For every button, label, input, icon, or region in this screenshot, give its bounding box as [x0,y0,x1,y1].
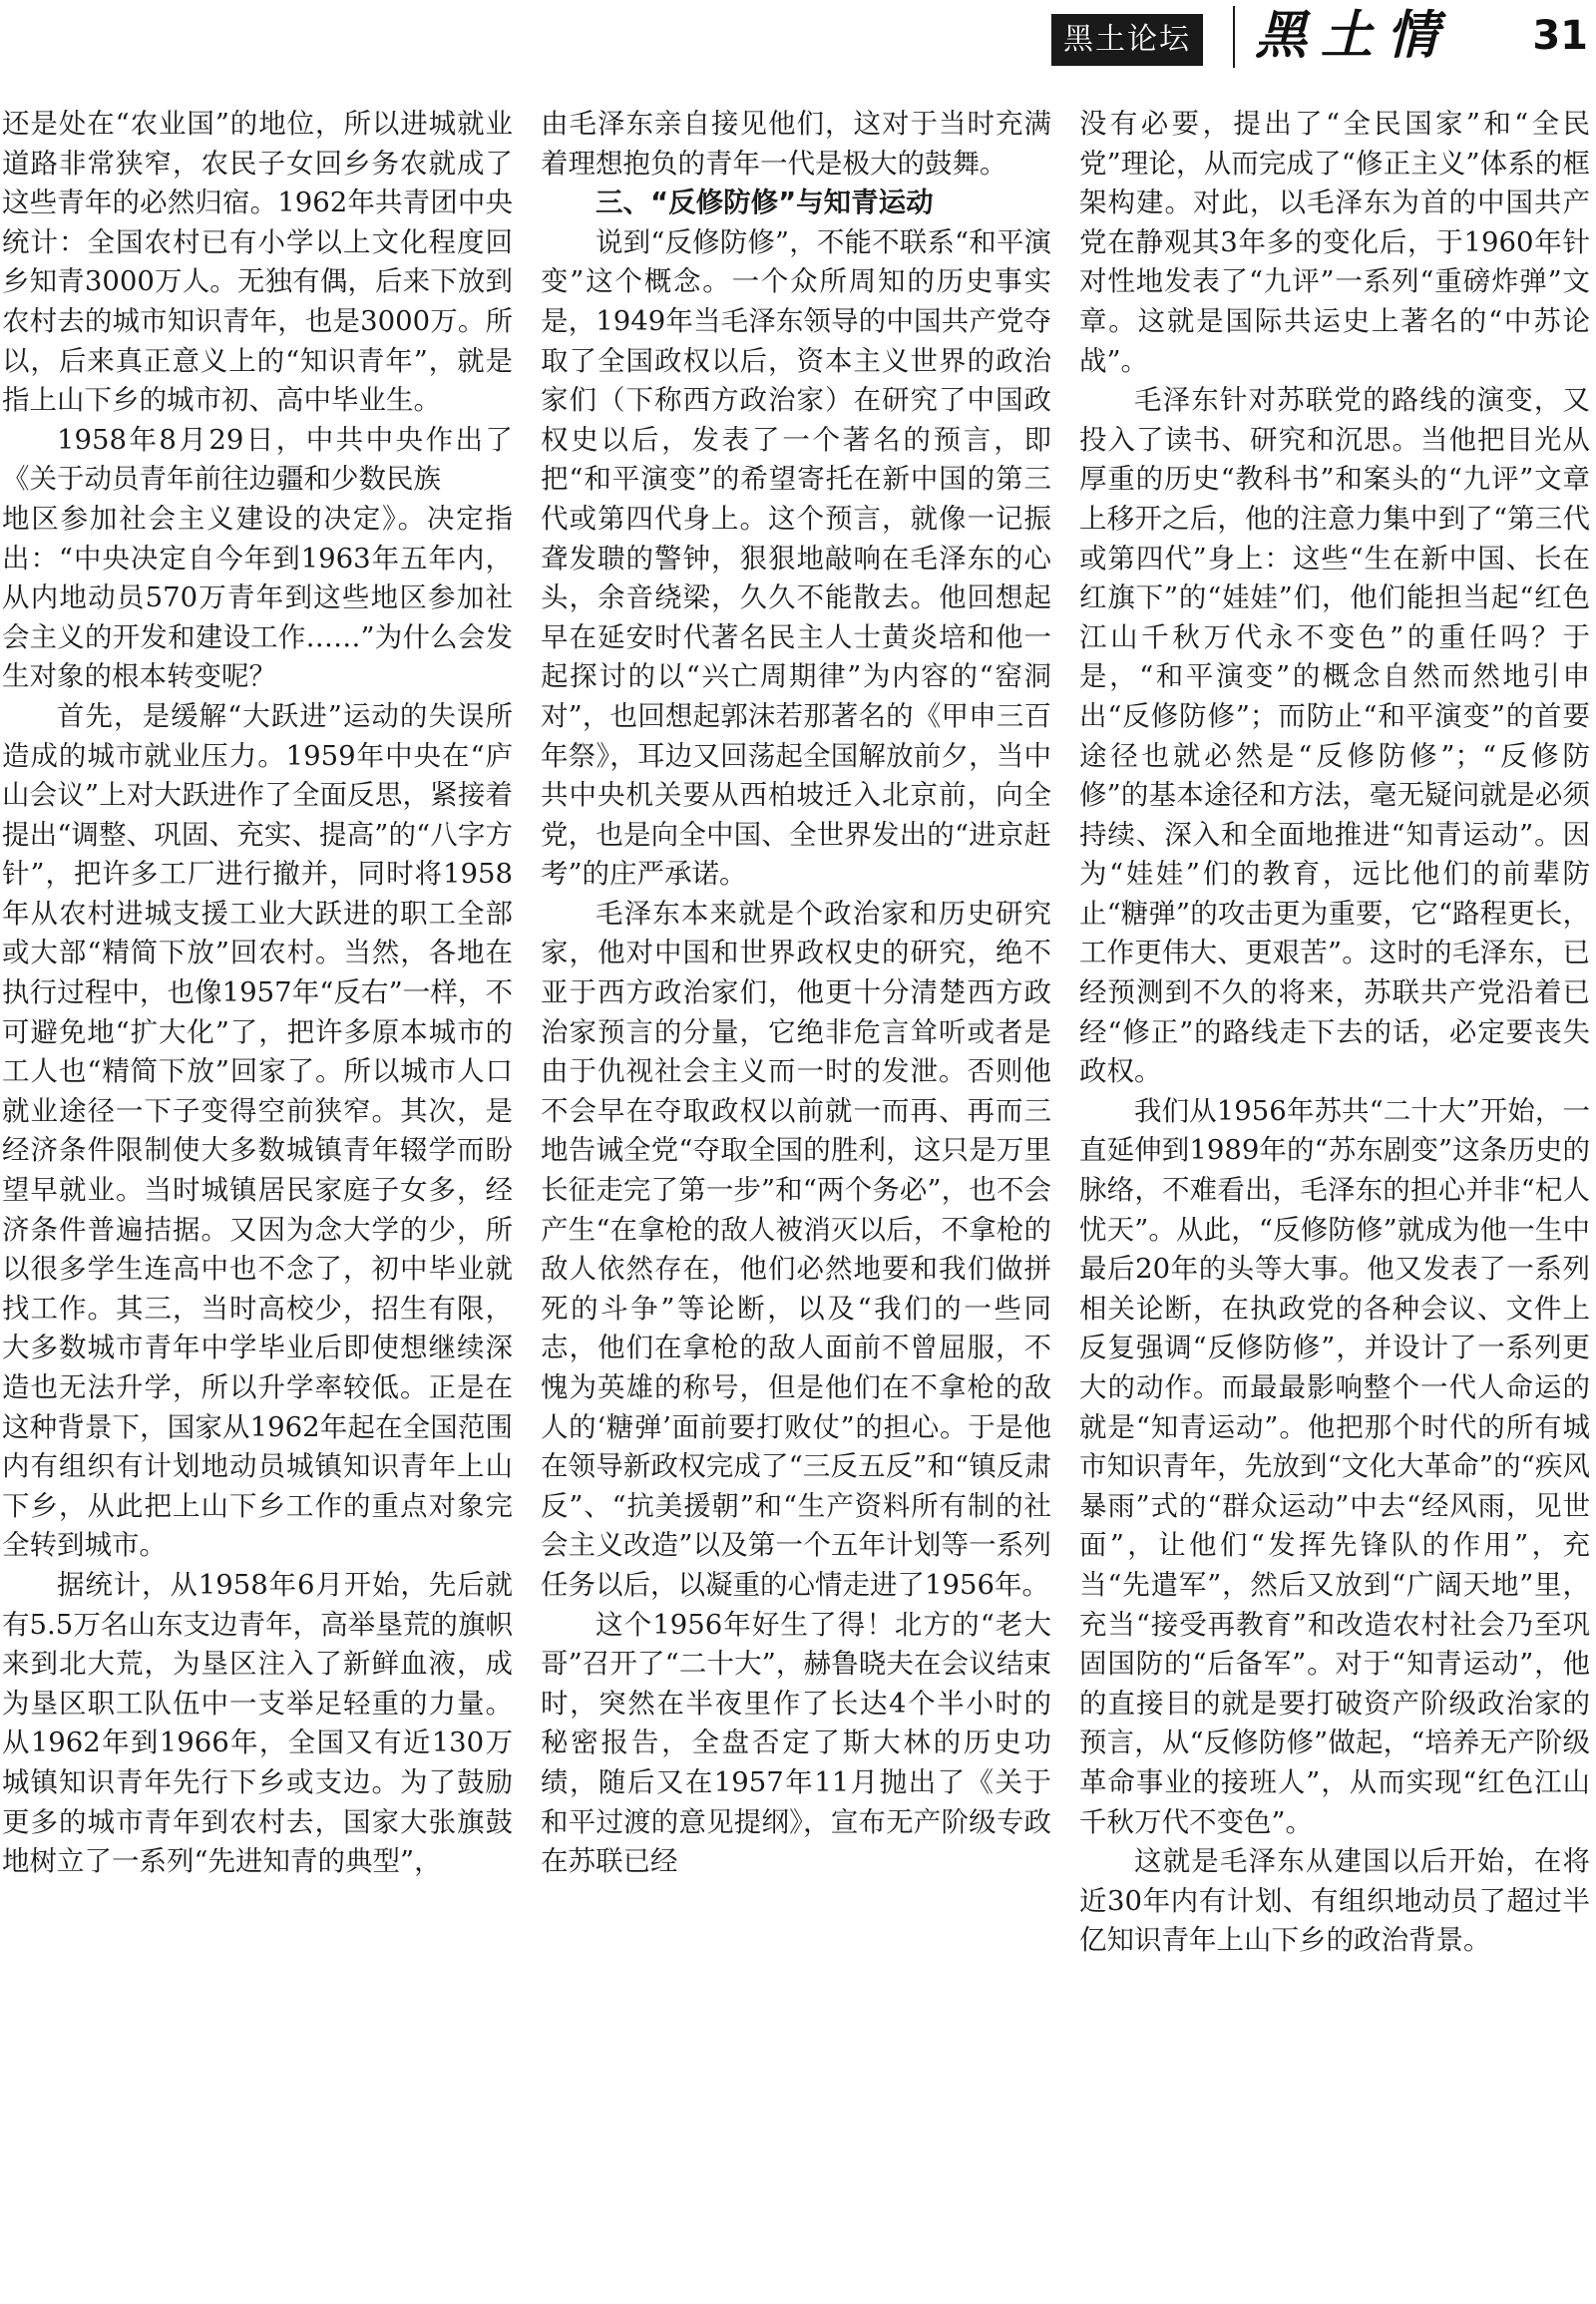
magazine-masthead: 黑土情 [1255,5,1453,66]
page-number: 31 [1532,13,1588,59]
article-column-2 [541,105,1051,2304]
page-header [0,0,1596,68]
section-badge: 黑土论坛 [1051,14,1203,66]
paragraph: 说到“反修防修”，不能不联系“和平演变”这个概念。一个众所周知的历史事实是，1949年当毛泽东领导的中国共产党夺取了全国政权以后，资本主义世界的政治家们（下称西方政治家）在研究了中国政权史以后，发表了一个著名的预言，即把“和平演变”的希望寄托在新中国的第三代或第四代身上。这个预言，就像一记振聋发聩的警钟，狠狠地敲响在毛泽东的心头，余音绕梁，久久不能散去。他回想起早在延安时代著名民主人士黄炎培和他一起探讨的以“兴亡周期律”为内容的“窑洞对”，也回想起郭沫若那著名的《甲申三百年祭》，耳边又回荡起全国解放前夕，当中共中央机关要从西柏坡迁入北京前，向全党，也是向全中国、全世界发出的“进京赶考”的庄严承诺。 [541,225,1051,891]
article-column-3 [1079,105,1590,2304]
article-column-1 [2,105,513,2304]
paragraph: 1958年8月29日，中共中央作出了《关于动员青年前往边疆和少数民族 [2,423,513,496]
paragraph: 我们从1956年苏共“二十大”开始，一直延伸到1989年的“苏东剧变”这条历史的脉络，不难看出，毛泽东的担心并非“杞人忧天”。从此，“反修防修”就成为他一生中最后20年的头等大事。他又发表了一系列相关论断，在执政党的各种会议、文件上反复强调“反修防修”，并设计了一系列更大的动作。而最最影响整个一代人命运的就是“知青运动”。他把那个时代的所有城市知识青年，先放到“文化大革命”的“疾风暴雨”式的“群众运动”中去“经风雨，见世面”，让他们“发挥先锋队的作用”，充当“先遣军”，然后又放到“广阔天地”里，充当“接受再教育”和改造农村社会乃至巩固国防的“后备军”。对于“知青运动”，他的直接目的就是要打破资产阶级政治家的预言，从“反修防修”做起，“培养无产阶级革命事业的接班人”，从而实现“红色江山千秋万代不变色”。 [1079,1094,1590,1838]
paragraph: 地区参加社会主义建设的决定》。决定指出：“中央决定自今年到1963年五年内，从内地动员570万青年到这些地区参加社会主义的开发和建设工作……”为什么会发生对象的根本转变呢？ [2,502,513,693]
paragraph: 毛泽东针对苏联党的路线的演变，又投入了读书、研究和沉思。当他把目光从厚重的历史“教科书”和案头的“九评”文章上移开之后，他的注意力集中到了“第三代或第四代”身上：这些“生在新中国、长在红旗下”的“娃娃”们，他们能担当起“红色江山千秋万代永不变色”的重任吗？于是，“和平演变”的概念自然而然地引申出“反修防修”；而防止“和平演变”的首要途径也就必然是“反修防修”；“反修防修”的基本途径和方法，毫无疑问就是必须持续、深入和全面地推进“知青运动”。因为“娃娃”们的教育，远比他们的前辈防止“糖弹”的攻击更为重要，它“路程更长，工作更伟大、更艰苦”。这时的毛泽东，已经预测到不久的将来，苏联共产党沿着已经“修正”的路线走下去的话，必定要丧失政权。 [1079,384,1590,1088]
paragraph: 毛泽东本来就是个政治家和历史研究家，他对中国和世界政权史的研究，绝不亚于西方政治家们，他更十分清楚西方政治家预言的分量，它绝非危言耸听或者是由于仇视社会主义而一时的发泄。否则他不会早在夺取政权以前就一而再、再而三地告诫全党“夺取全国的胜利，这只是万里长征走完了第一步”和“两个务必”，也不会产生“在拿枪的敌人被消灭以后，不拿枪的敌人依然存在，他们必然地要和我们做拼死的斗争”等论断，以及“我们的一些同志，他们在拿枪的敌人面前不曾屈服，不愧为英雄的称号，但是他们在不拿枪的敌人的‘糖弹’面前要打败仗”的担心。于是他在领导新政权完成了“三反五反”和“镇反肃反”、“抗美援朝”和“生产资料所有制的社会主义改造”以及第一个五年计划等一系列任务以后，以凝重的心情走进了1956年。 [541,897,1051,1601]
paragraph: 这个1956年好生了得！北方的“老大哥”召开了“二十大”，赫鲁晓夫在会议结束时，突然在半夜里作了长达4个半小时的秘密报告，全盘否定了斯大林的历史功绩，随后又在1957年11月抛出了《关于和平过渡的意见提纲》，宣布无产阶级专政在苏联已经 [541,1608,1051,1878]
paragraph: 由毛泽东亲自接见他们，这对于当时充满着理想抱负的青年一代是极大的鼓舞。 [541,108,1051,180]
paragraph: 没有必要，提出了“全民国家”和“全民党”理论，从而完成了“修正主义”体系的框架构建。对此，以毛泽东为首的中国共产党在静观其3年多的变化后，于1960年针对性地发表了“九评”一系列“重磅炸弹”文章。这就是国际共运史上著名的“中苏论战”。 [1079,108,1590,377]
header-divider [1233,6,1235,68]
paragraph: 还是处在“农业国”的地位，所以进城就业道路非常狭窄，农民子女回乡务农就成了这些青年的必然归宿。1962年共青团中央统计：全国农村已有小学以上文化程度回乡知青3000万人。无独有偶，后来下放到农村去的城市知识青年，也是3000万。所以，后来真正意义上的“知识青年”，就是指上山下乡的城市初、高中毕业生。 [2,108,513,417]
paragraph: 这就是毛泽东从建国以后开始，在将近30年内有计划、有组织地动员了超过半亿知识青年上山下乡的政治背景。 [1079,1845,1590,1957]
paragraph: 据统计，从1958年6月开始，先后就有5.5万名山东支边青年，高举垦荒的旗帜来到北大荒，为垦区注入了新鲜血液，成为垦区职工队伍中一支举足轻重的力量。从1962年到1966年，全国又有近130万城镇知识青年先行下乡或支边。为了鼓励更多的城市青年到农村去，国家大张旗鼓地树立了一系列“先进知青的典型”， [2,1568,513,1878]
paragraph: 首先，是缓解“大跃进”运动的失误所造成的城市就业压力。1959年中央在“庐山会议”上对大跃进作了全面反思，紧接着提出“调整、巩固、充实、提高”的“八字方针”，把许多工厂进行撤并，同时将1958年从农村进城支援工业大跃进的职工全部或大部“精简下放”回农村。当然，各地在执行过程中，也像1957年“反右”一样，不可避免地“扩大化”了，把许多原本城市的工人也“精简下放”回家了。所以城市人口就业途径一下子变得空前狭窄。其次，是经济条件限制使大多数城镇青年辍学而盼望早就业。当时城镇居民家庭子女多，经济条件普遍拮据。又因为念大学的少，所以很多学生连高中也不念了，初中毕业就找工作。其三，当时高校少，招生有限，大多数城市青年中学毕业后即使想继续深造也无法升学，所以升学率较低。正是在这种背景下，国家从1962年起在全国范围内有组织有计划地动员城镇知识青年上山下乡，从此把上山下乡工作的重点对象完全转到城市。 [2,699,513,1562]
section-heading: 三、“反修防修”与知青运动 [596,187,934,219]
